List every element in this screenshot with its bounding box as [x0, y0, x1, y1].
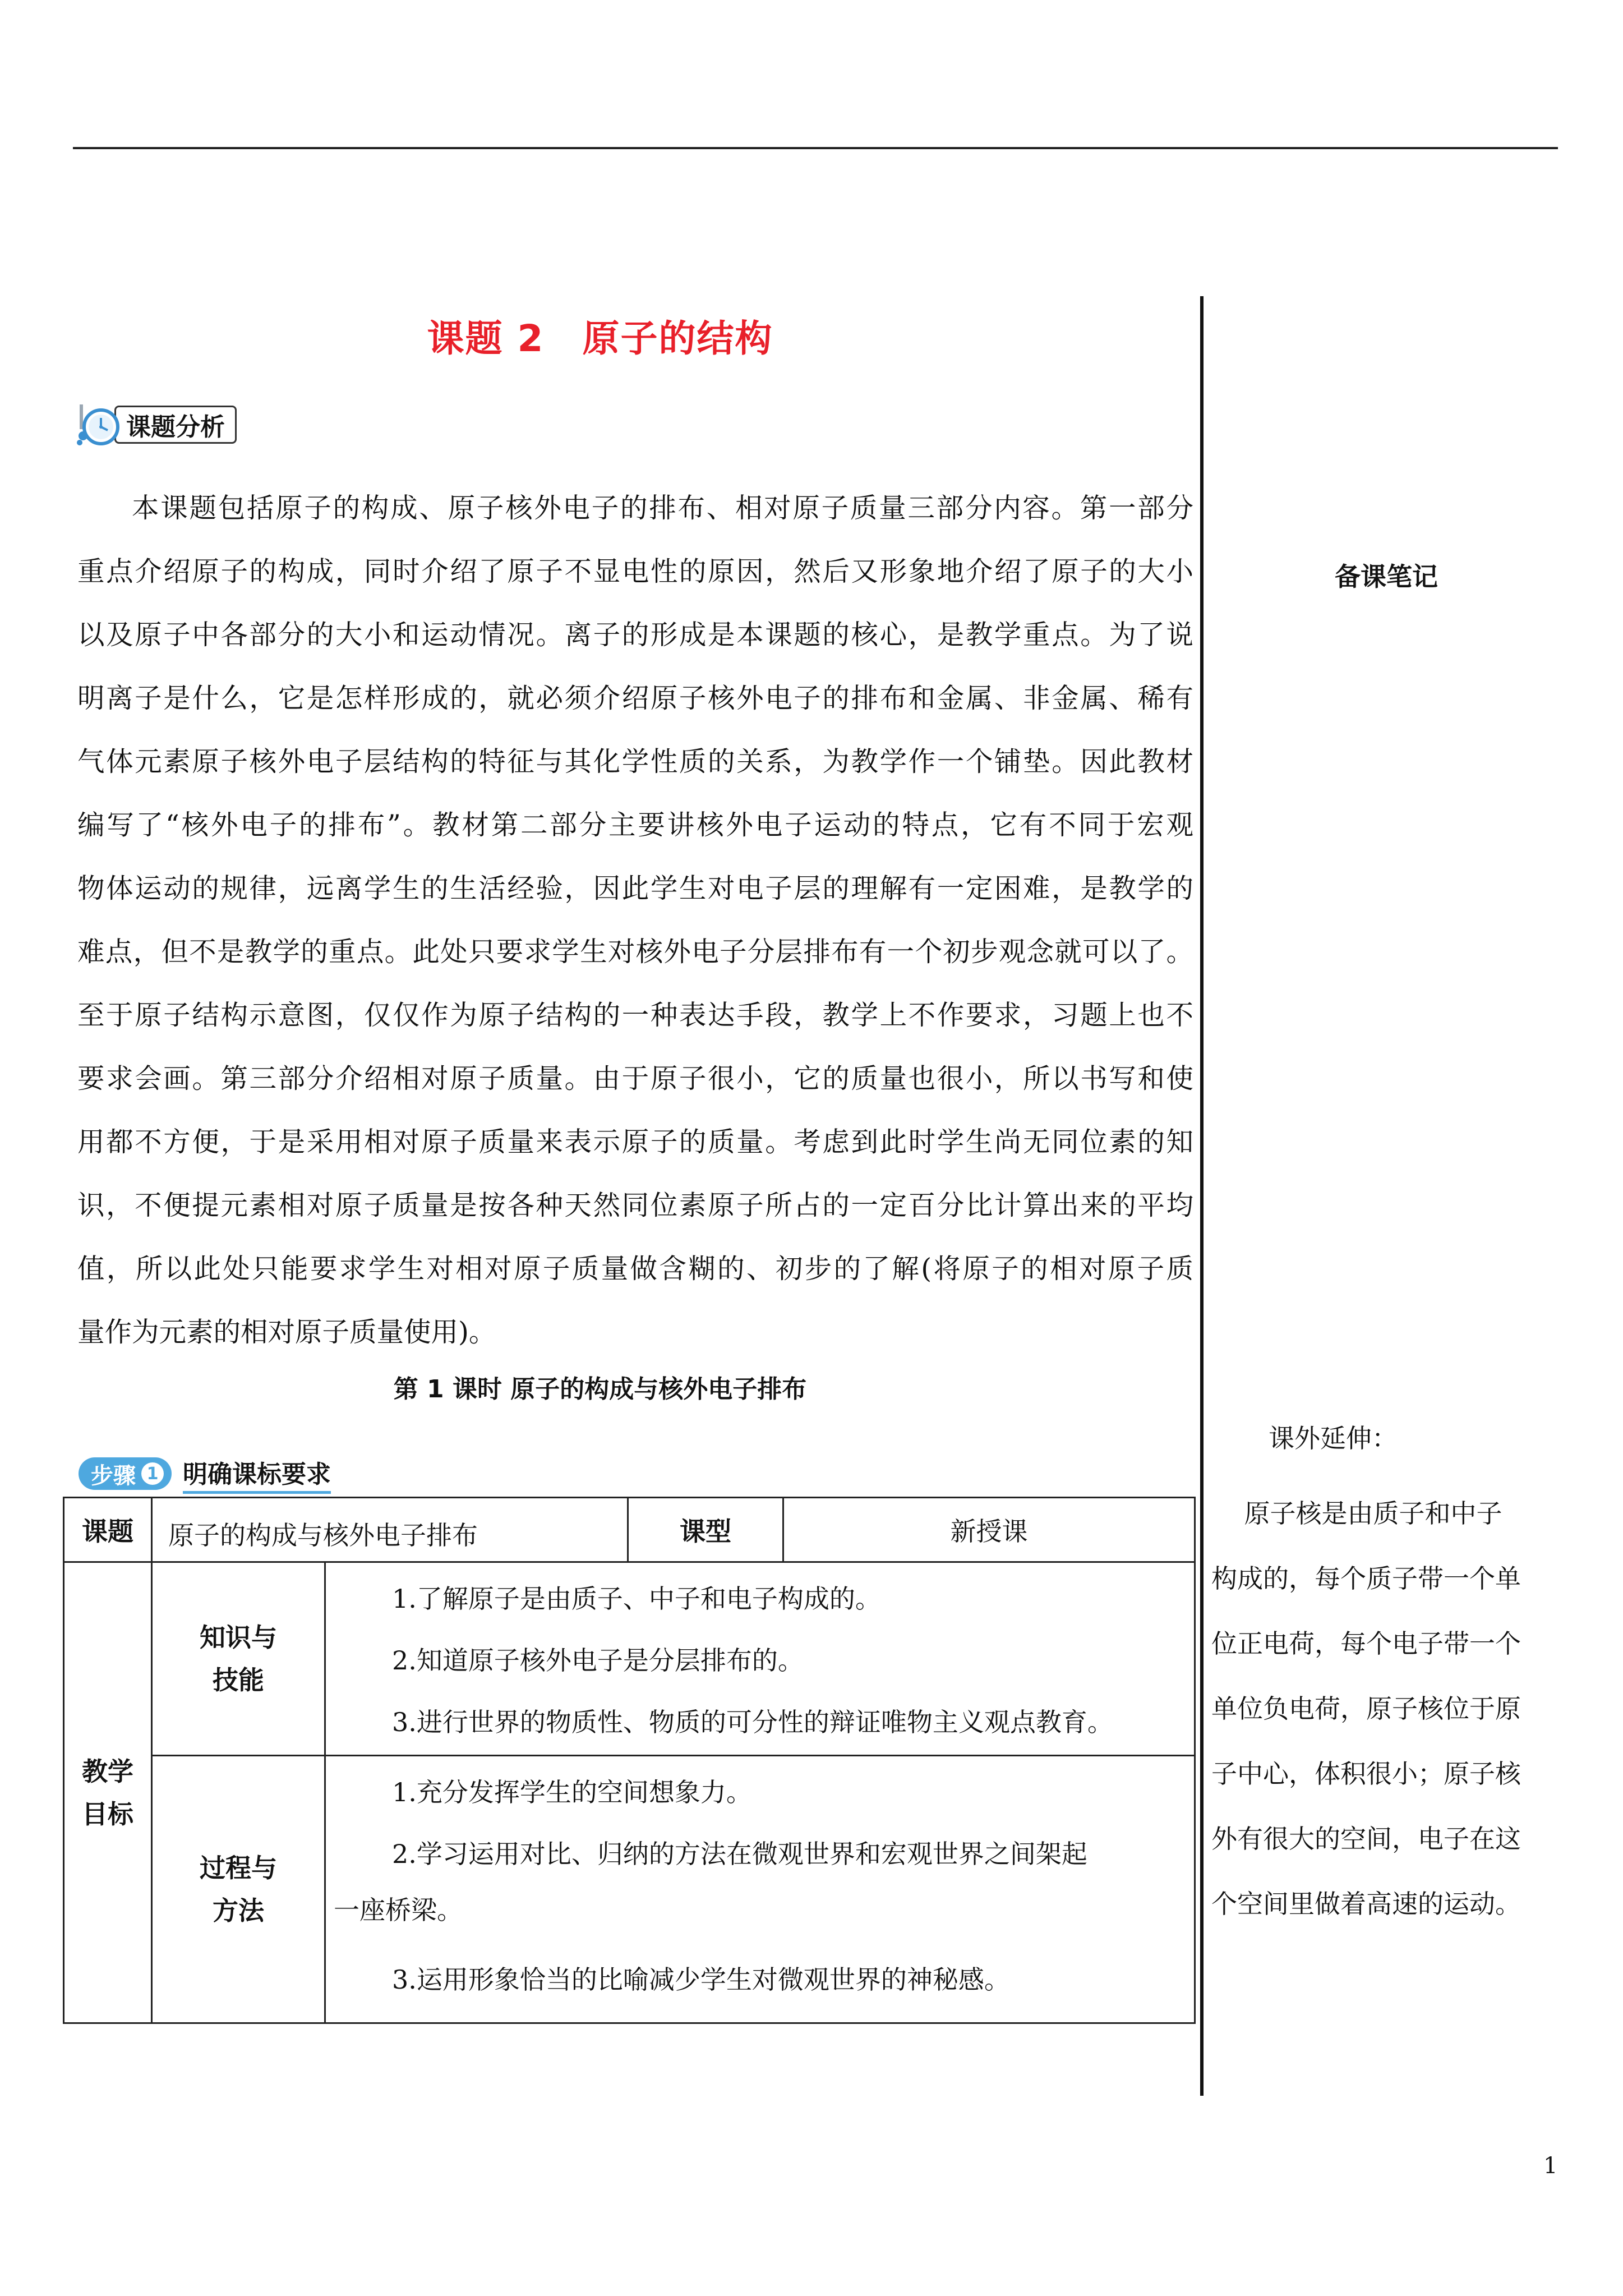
step-number: 1 [141, 1462, 164, 1485]
extension-line: 个空间里做着高速的运动。 [1211, 1889, 1521, 1919]
extension-line: 原子核是由质子和中子 [1211, 1498, 1502, 1529]
extension-body [1211, 1481, 1559, 1936]
group1-label-line2: 技能 [213, 1665, 264, 1695]
analysis-line: 重点介绍原子的构成，同时介绍了原子不显电性的原因，然后又形象地介绍了原子的大小 [77, 556, 1193, 587]
process-methods-label-cell [151, 1755, 326, 2024]
goal-item: 3.进行世界的物质性、物质的可分性的辩证唯物主义观点教育。 [392, 1707, 1113, 1737]
type-label-cell [627, 1497, 784, 1563]
analysis-line: 识，不便提元素相对原子质量是按各种天然同位素原子所占的一定百分比计算出来的平均 [77, 1190, 1193, 1221]
analysis-line: 气体元素原子核外电子层结构的特征与其化学性质的关系，为教学作一个铺垫。因此教材 [77, 746, 1193, 777]
goal-item: 2.知道原子核外电子是分层排布的。 [392, 1645, 804, 1676]
analysis-line: 本课题包括原子的构成、原子核外电子的排布、相对原子质量三部分内容。第一部分 [132, 493, 1193, 524]
topic-value-cell [151, 1497, 629, 1563]
goals-label-line1: 教学 [82, 1756, 133, 1787]
clock-icon [73, 402, 127, 447]
step-badge [79, 1457, 172, 1490]
topic-value: 原子的构成与核外电子排布 [168, 1520, 478, 1550]
analysis-line: 编写了“核外电子的排布”。教材第二部分主要讲核外电子运动的特点，它有不同于宏观 [77, 809, 1193, 841]
group2-label-line2: 方法 [213, 1895, 264, 1926]
analysis-line: 以及原子中各部分的大小和运动情况。离子的形成是本课题的核心，是教学重点。为了说 [77, 619, 1193, 651]
type-label: 课型 [680, 1516, 731, 1547]
step-label: 明确课标要求 [183, 1454, 331, 1494]
analysis-line: 用都不方便，于是采用相对原子质量来表示原子的质量。考虑到此时学生尚无同位素的知 [77, 1126, 1193, 1158]
analysis-paragraph [77, 477, 1193, 1364]
header-rule [73, 147, 1558, 149]
analysis-line: 要求会画。第三部分介绍相对原子质量。由于原子很小，它的质量也很小，所以书写和使 [77, 1063, 1193, 1094]
topic-label: 课题 [82, 1516, 133, 1547]
lesson-title: 课题 2 原子的结构 [427, 317, 773, 360]
knowledge-skills-content-cell [324, 1561, 1196, 1756]
process-methods-content-cell [324, 1755, 1196, 2024]
group2-label-line1: 过程与 [200, 1853, 277, 1883]
lesson-notes-heading: 备课笔记 [1335, 562, 1438, 592]
type-value-cell [782, 1497, 1196, 1563]
goal-item: 1.了解原子是由质子、中子和电子构成的。 [392, 1584, 881, 1614]
step-word: 步骤 [91, 1462, 136, 1489]
goals-label-line2: 目标 [82, 1798, 133, 1829]
topic-analysis-badge [73, 403, 237, 447]
extension-line: 构成的，每个质子带一个单 [1211, 1563, 1521, 1594]
analysis-line: 量作为元素的相对原子质量使用)。 [77, 1317, 496, 1348]
extension-line: 子中心，体积很小；原子核 [1211, 1759, 1521, 1789]
extension-line: 外有很大的空间，电子在这 [1211, 1824, 1521, 1854]
extension-label: 课外延伸： [1269, 1423, 1398, 1453]
extension-line: 单位负电荷，原子核位于原 [1211, 1694, 1521, 1724]
analysis-line: 难点，但不是教学的重点。此处只要求学生对核外电子分层排布有一个初步观念就可以了。 [77, 936, 1193, 968]
goal-item: 1.充分发挥学生的空间想象力。 [392, 1777, 752, 1807]
extension-line: 位正电荷，每个电子带一个 [1211, 1628, 1521, 1659]
analysis-line: 至于原子结构示意图，仅仅作为原子结构的一种表达手段，教学上不作要求，习题上也不 [77, 1000, 1193, 1031]
group1-label-line1: 知识与 [200, 1622, 277, 1653]
goal-item: 2.学习运用对比、归纳的方法在微观世界和宏观世界之间架起 [392, 1839, 1087, 1869]
topic-label-cell [63, 1497, 153, 1563]
knowledge-skills-label-cell [151, 1561, 326, 1756]
section-title: 第 1 课时 原子的构成与核外电子排布 [393, 1375, 807, 1404]
analysis-line: 物体运动的规律，远离学生的生活经验，因此学生对电子层的理解有一定困难，是教学的 [77, 873, 1193, 904]
page-number: 1 [1543, 2153, 1558, 2179]
goal-item: 3.运用形象恰当的比喻减少学生对微观世界的神秘感。 [392, 1964, 1010, 1995]
goal-item-continuation: 一座桥梁。 [334, 1895, 463, 1925]
curriculum-table [63, 1497, 1196, 2024]
analysis-line: 明离子是什么，它是怎样形成的，就必须介绍原子核外电子的排布和金属、非金属、稀有 [77, 683, 1193, 714]
goals-label-cell [63, 1561, 153, 2024]
badge-label: 课题分析 [114, 406, 237, 444]
step-header [79, 1456, 331, 1491]
type-value: 新授课 [950, 1516, 1028, 1547]
analysis-line: 值，所以此处只能要求学生对相对原子质量做含糊的、初步的了解(将原子的相对原子质 [77, 1253, 1193, 1285]
